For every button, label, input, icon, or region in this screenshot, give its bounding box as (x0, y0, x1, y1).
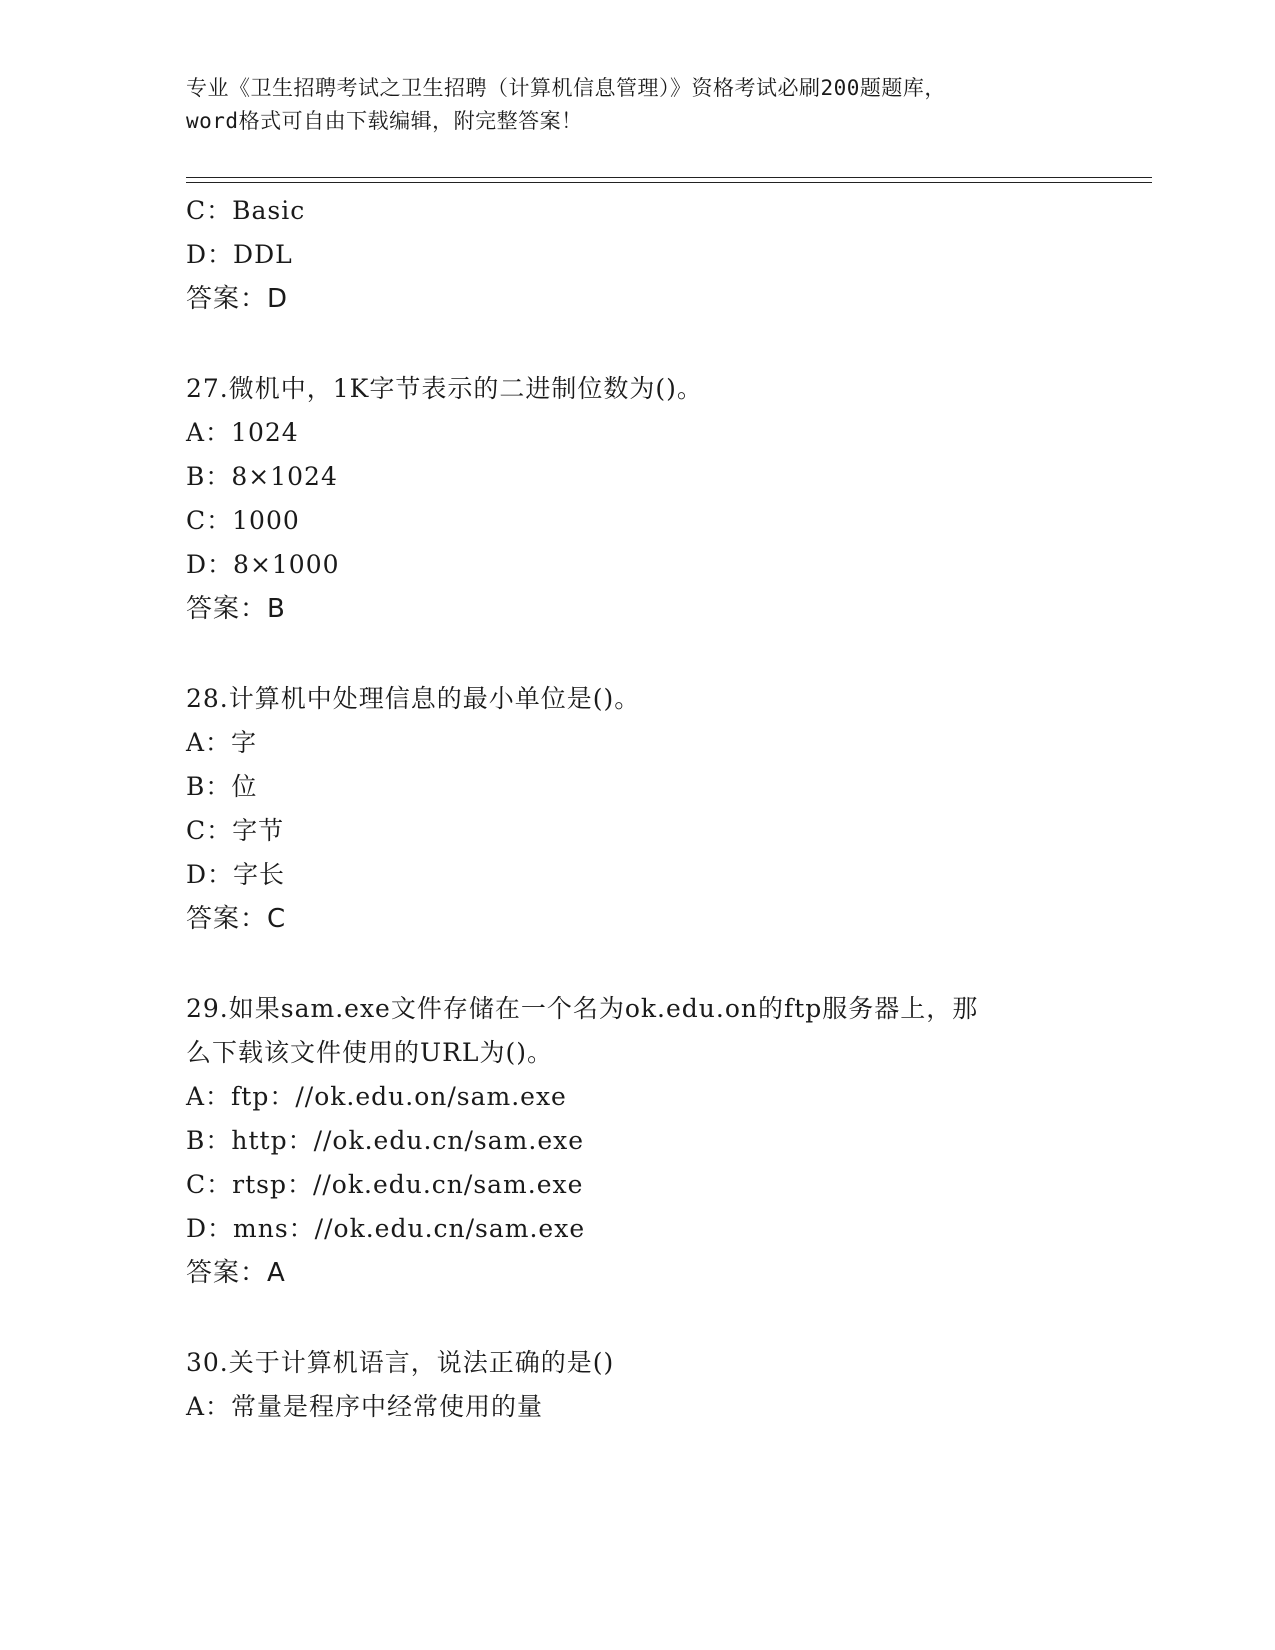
q29-answer: 答案：A (186, 1258, 286, 1288)
q29-option-a: A：ftp：//ok.edu.on/sam.exe (186, 1082, 567, 1111)
q30-option-a: A：常量是程序中经常使用的量 (186, 1392, 544, 1421)
document-header (186, 72, 1086, 138)
header-line-2: word格式可自由下载编辑，附完整答案！ (186, 109, 583, 133)
q27-question: 27.微机中，1K字节表示的二进制位数为()。 (186, 374, 703, 403)
q29-option-b: B：http：//ok.edu.cn/sam.exe (186, 1126, 585, 1155)
q29-option-d: D：mns：//ok.edu.cn/sam.exe (186, 1214, 586, 1243)
q30-question: 30.关于计算机语言，说法正确的是() (186, 1348, 615, 1377)
q26-option-d: D：DDL (186, 240, 293, 269)
q26-option-c: C：Basic (186, 196, 306, 225)
q28-option-b: B：位 (186, 772, 258, 801)
q29-question-line-2: 么下载该文件使用的URL为()。 (186, 1038, 554, 1067)
q27-option-c: C：1000 (186, 506, 300, 535)
q28-option-c: C：字节 (186, 816, 285, 845)
q27-answer: 答案：B (186, 594, 286, 624)
header-divider-bottom (186, 182, 1152, 183)
q29-option-c: C：rtsp：//ok.edu.cn/sam.exe (186, 1170, 584, 1199)
q28-question: 28.计算机中处理信息的最小单位是()。 (186, 684, 641, 713)
q28-option-a: A：字 (186, 728, 258, 757)
q27-option-b: B：8×1024 (186, 462, 338, 491)
q28-option-d: D：字长 (186, 860, 286, 889)
q26-answer: 答案：D (186, 284, 289, 314)
header-line-1: 专业《卫生招聘考试之卫生招聘（计算机信息管理）》资格考试必刷200题题库， (186, 76, 946, 100)
q29-question-line-1: 29.如果sam.exe文件存储在一个名为ok.edu.on的ftp服务器上，那 (186, 994, 979, 1023)
q27-option-a: A：1024 (186, 418, 299, 447)
q27-option-d: D：8×1000 (186, 550, 340, 579)
q28-answer: 答案：C (186, 904, 287, 934)
header-divider-top (186, 177, 1152, 178)
